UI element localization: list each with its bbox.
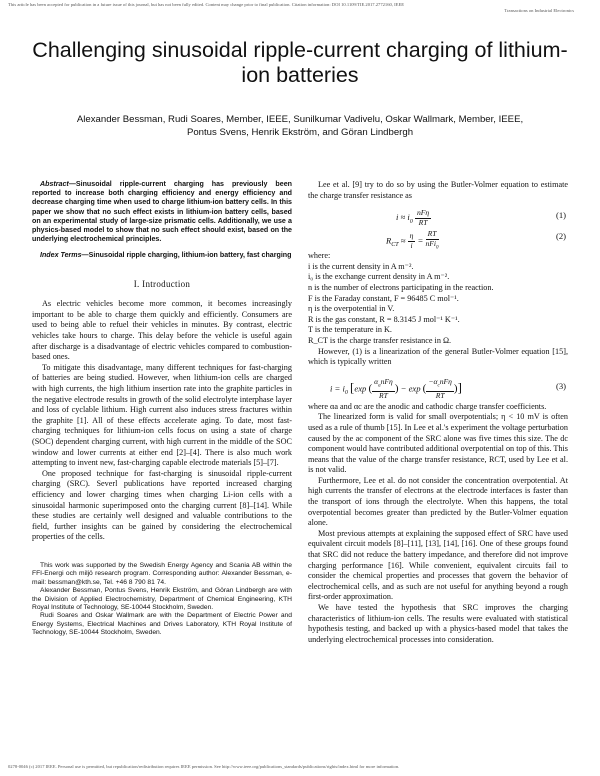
- right-column: [308, 180, 568, 645]
- authors-line-2: Pontus Svens, Henrik Ekström, and Göran Lindbergh: [186, 127, 414, 138]
- abstract-label: Abstract: [40, 180, 69, 188]
- intro-paragraph-3: One proposed technique for fast-charging is sinusoidal ripple-current charging (SRC). Severl publications have reported increased charging efficiency and lower charging times when charging Li-ion cells with a sinusoidal harmonic superimposed onto the charging current [8]–[14]. While these studies are certainly well designed and valuable contributions to the field, further insights can be gained by considering the electrochemical properties of the cells.: [32, 468, 292, 542]
- paragraph-linearization: However, (1) is a linearization of the general Butler-Volmer equation [15], which is typically written: [308, 346, 568, 367]
- index-terms-label: Index Terms: [40, 251, 82, 260]
- definition-i: i is the current density in A m⁻².: [308, 261, 414, 271]
- paragraph-linearized-form: The linearized form is valid for small overpotentials; η < 10 mV is often used as a rule of thumb [15]. In Lee et al.'s experiment the voltage perturbation caused by the ac component of the SRC alone was five times this size. The dc component would have contributed additional overpotential on top of this. This means that the value of the charge transfer resistance, RCT, used by Lee et al. is not valid.: [308, 412, 568, 475]
- equation-1-number: (1): [555, 210, 566, 221]
- definition-r: R is the gas constant, R = 8.3145 J mol⁻¹ K⁻¹.: [308, 314, 460, 324]
- footnote-affiliation-1: Alexander Bessman, Pontus Svens, Henrik Ekström, and Göran Lindbergh are with the Division of Applied Electrochemistry, Department of Chemical Engineering, KTH Royal Institute of Technology, SE-10044 Stockholm, Sweden.: [32, 587, 292, 611]
- definition-t: T is the temperature in K.: [308, 325, 392, 335]
- definition-n: n is the number of electrons participating in the reaction.: [308, 282, 494, 292]
- index-terms: [32, 251, 292, 260]
- section-heading-introduction: I. Introduction: [133, 278, 191, 289]
- definition-i0: i₀ is the exchange current density in A m⁻².: [308, 272, 450, 282]
- authors-line-1: Alexander Bessman, Rudi Soares, Member, IEEE, Sunilkumar Vadivelu, Oskar Wallmark, Member, IEEE,: [76, 114, 524, 125]
- footnote-affiliation-2: Rudi Soares and Oskar Wallmark are with the Department of Electric Power and Energy Systems, Electrical Machines and Drives Laboratory, KTH Royal Institute of Technology, SE-10044 Stockholm, Sweden.: [32, 612, 292, 637]
- header-line-2: Transactions on Industrial Electronics: [504, 8, 574, 13]
- copyright-footer: 0278-0046 (c) 2017 IEEE. Personal use is permitted, but republication/redistribution requires IEEE permission. See http://www.ieee.org/publications_standards/publications/rights/index.html for more information.: [8, 764, 400, 769]
- equation-2: $R_{CT}$ ≈ $\frac{\eta}{i}$ = $\frac{RT}{nFi_0}$ (2): [386, 229, 566, 251]
- intro-paragraph-2: To mitigate this disadvantage, many different techniques for fast-charging of batteries are being studied. However, when lithium-ion cells are charged with high currents, the high lithium insertion rate into the graphite particles in the negative electrode results in growth of the solid electrolyte interphase layer and loss of cyclable lithium. High current also induces stress fractures within the graphite [1]. All of these effects accelerate aging. To date, most fast-charging techniques for lithium-ion cells focus on using a state of charge (SOC) dependent charging current, with high current in the middle of the SOC window and lower currents at either end [2]–[4]. There is also much work attempting to invent new, fast-charging capable electrode materials [5]–[7].: [32, 362, 292, 468]
- paragraph-previous-attempts: Most previous attempts at explaining the supposed effect of SRC have used equivalent circuit models [8]–[11], [13], [14], [16]. One of these groups found that SRC did not reduce the battery impedance, and therefore did not improve charging performance [16]. While convenient, equivalent circuits fail to consider the chemical properties and processes that govern the behavior of electrochemical cells, and as such are not useful for anything beyond a rough first-order approximation.: [308, 528, 568, 602]
- paragraph-lee-intro: Lee et al. [9] try to do so by using the Butler-Volmer equation to estimate the charge transfer resistance as: [308, 180, 568, 200]
- paragraph-hypothesis: We have tested the hypothesis that SRC improves the charging characteristics of lithium-ion cells. The results were evaluated with statistical hypothesis testing, and backed up with a physics-based model that takes the underlying electrochemical processes into consideration.: [308, 603, 568, 644]
- index-terms-text: —Sinusoidal ripple charging, lithium-ion battery, fast charging: [81, 251, 292, 260]
- definition-eta: η is the overpotential in V.: [308, 304, 395, 314]
- author-list: [30, 113, 570, 139]
- where-label: where:: [308, 251, 331, 261]
- footnotes: [32, 562, 292, 638]
- running-header: [8, 2, 592, 14]
- paragraph-alpha: where αa and αc are the anodic and cathodic charge transfer coefficients.: [308, 401, 547, 411]
- intro-paragraph-1: As electric vehicles become more common, it becomes increasingly important to be able to charge them quickly and efficiently. Consumers are used to being able to refuel their vehicles in minutes. By contrast, electric vehicles take hours to charge. This delay before the vehicle is useful again after discharge is a disadvantage of electric vehicles compared to combustion-based ones.: [32, 299, 292, 362]
- equation-3: $i = i_0$ [exp ( $\frac{\alpha_anF\eta}{RT}$ ) − exp ( $\frac{-\alpha_cnF\eta}{RT}$ )] (3): [330, 376, 566, 400]
- abstract: [32, 180, 292, 244]
- paragraph-concentration: Furthermore, Lee et al. do not consider the concentration overpotential. At high currents the transfer of electrons at the electrode interfaces is faster than the transport of ions through the electrolyte. When this happens, the total overpotential becomes greater than predicted by the Butler-Volmer equation alone.: [308, 475, 568, 528]
- equation-1: $i \approx i_0$ $\frac{\text{nFη}}{RT}$ (1): [396, 208, 566, 227]
- left-column: [32, 180, 292, 638]
- paper-title: Challenging sinusoidal ripple-current charging of lithium-ion batteries: [32, 38, 568, 87]
- equation-2-number: (2): [555, 231, 566, 242]
- header-line-1: This article has been accepted for publication in a future issue of this journal, but has not been fully edited. Content may change prior to final publication. Citation information: DOI 10.1109/TIE.2017.2772160, IEEE: [8, 2, 405, 7]
- variable-definitions: [308, 251, 568, 346]
- equation-3-number: (3): [555, 380, 566, 391]
- definition-rct: R_CT is the charge transfer resistance in Ω.: [308, 335, 452, 345]
- abstract-text: —Sinusoidal ripple-current charging has previously been reported to increase both charging efficiency and energy efficiency and decrease charging time when used to charge lithium-ion battery cells. In this paper we show that no such effect exists in lithium-ion battery cells, based on an experimental study of large-size prismatic cells. Additionally, we use a physics-based model to show that no such effect should exist, based on the underlying electrochemical principles.: [32, 180, 292, 244]
- definition-f: F is the Faraday constant, F = 96485 C mol⁻¹.: [308, 293, 459, 303]
- footnote-funding: This work was supported by the Swedish Energy Agency and Scania AB within the FFI-Energi och miljö research program. Corresponding author: Alexander Bessman, e-mail: bessman@kth.se, Tel. +46 8 790 81 74.: [32, 561, 292, 586]
